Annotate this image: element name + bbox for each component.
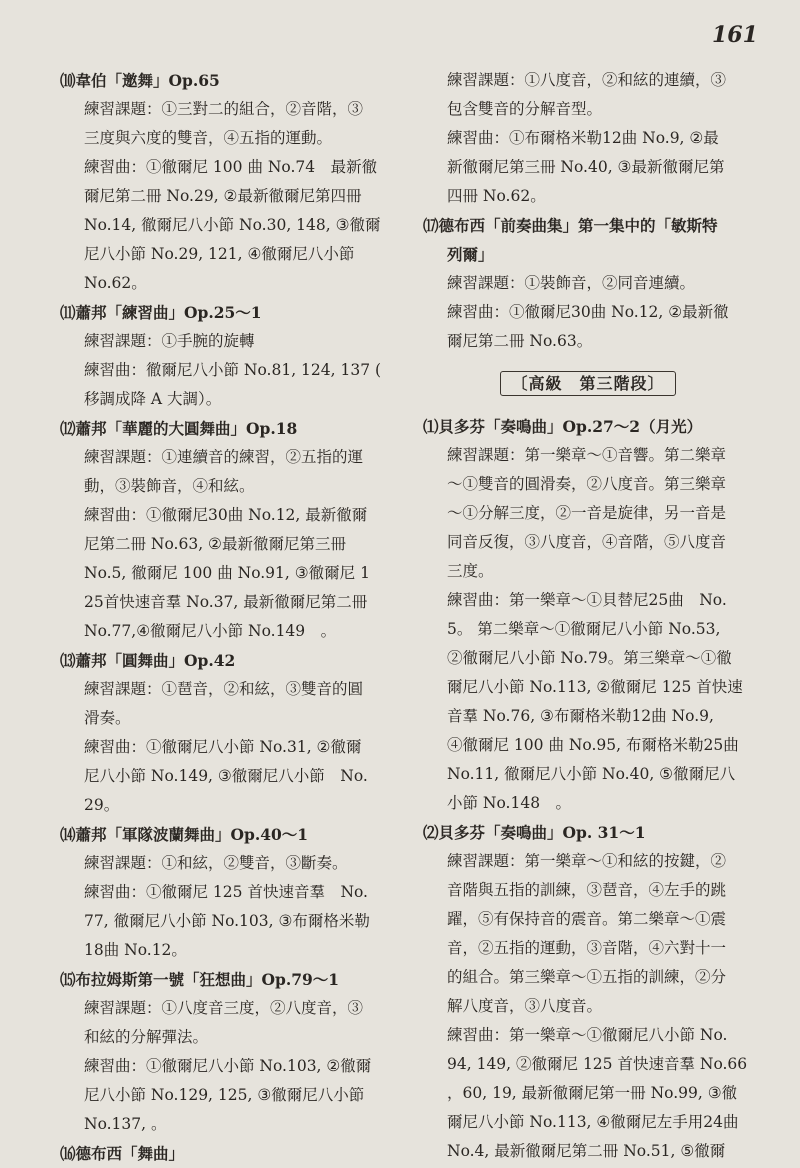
text-line: 練習課題：①和絃，②雙音，③斷奏。 (84, 854, 348, 872)
text-line: 練習曲：①徹爾尼 100 曲 No.74 最新徹 (84, 158, 378, 176)
right-top-entries (423, 66, 753, 356)
text-line: ～①雙音的圓滑奏，②八度音。第三樂章 (447, 475, 727, 493)
section-heading (423, 356, 753, 412)
piece-entry (423, 818, 753, 1166)
text-line: 練習曲：①徹爾尼30曲 No.12, 最新徹爾 (84, 506, 368, 524)
text-line: No.137, 。 (84, 1115, 167, 1133)
text-line: 77, 徹爾尼八小節 No.103, ③布爾格米勒 (84, 912, 370, 930)
text-line: 練習課題：①三對二的組合，②音階，③ (84, 100, 364, 118)
text-line: 音階與五指的訓練，③琶音，④左手的跳 (447, 881, 727, 899)
piece-entry (60, 820, 395, 965)
text-line: ～①分解三度，②一音是旋律，另一音是 (447, 504, 727, 522)
text-line: 練習曲：①徹爾尼30曲 No.12, ②最新徹 (447, 303, 729, 321)
text-line: 尼八小節 No.149, ③徹爾尼八小節 No. (84, 767, 368, 785)
text-line: 爾尼八小節 No.113, ④徹爾尼左手用24曲 (447, 1113, 739, 1131)
text-line: 25首快速音羣 No.37, 最新徹爾尼第二冊 (84, 593, 368, 611)
piece-entry (423, 412, 753, 818)
text-line: 爾尼第二冊 No.63。 (447, 332, 593, 350)
text-line: 同音反復，③八度音，④音階，⑤八度音 (447, 533, 727, 551)
right-column (423, 66, 753, 1166)
piece-heading-continued: 列爾」 (447, 245, 494, 264)
text-line: 動，③裝飾音，④和絃。 (84, 477, 255, 495)
text-line: 四冊 No.62。 (447, 187, 546, 205)
text-line: 爾尼八小節 No.113, ②徹爾尼 125 首快速 (447, 678, 743, 696)
text-line: ，60, 19, 最新徹爾尼第一冊 No.99, ③徹 (447, 1084, 738, 1102)
text-line: 94, 149, ②徹爾尼 125 首快速音羣 No.66 (447, 1055, 748, 1073)
text-line: 練習課題：①連續音的練習，②五指的運 (84, 448, 364, 466)
text-line: 練習課題：第一樂章～①和絃的按鍵，② (447, 852, 727, 870)
text-line: 練習曲：①徹爾尼 125 首快速音羣 No. (84, 883, 368, 901)
piece-entry (60, 965, 395, 1139)
text-line: 爾尼第二冊 No.29, ②最新徹爾尼第四冊 (84, 187, 362, 205)
piece-heading: ⑴貝多芬「奏鳴曲」Op.27～2（月光） (423, 417, 703, 436)
text-line: 包含雙音的分解音型。 (447, 100, 603, 118)
text-line: 三度。 (447, 562, 494, 580)
text-line: 移調成降 A 大調）。 (84, 390, 222, 408)
piece-entry (60, 298, 395, 414)
text-line: 和絃的分解彈法。 (84, 1028, 209, 1046)
piece-heading: ⒄德布西「前奏曲集」第一集中的「敏斯特 (423, 216, 718, 235)
text-line: No.4, 最新徹爾尼第二冊 No.51, ⑤徹爾 (447, 1142, 726, 1160)
text-line: 18曲 No.12。 (84, 941, 187, 959)
page-number: 161 (712, 22, 758, 48)
text-line: 音羣 No.76, ③布爾格米勒12曲 No.9, (447, 707, 714, 725)
text-line: 尼八小節 No.29, 121, ④徹爾尼八小節 (84, 245, 355, 263)
text-line: 音，②五指的運動，③音階，④六對十一 (447, 939, 727, 957)
text-line: 29。 (84, 796, 120, 814)
text-line: 練習曲：①徹爾尼八小節 No.103, ②徹爾 (84, 1057, 372, 1075)
piece-entry (60, 66, 395, 298)
text-line: 練習曲：①布爾格米勒12曲 No.9, ②最 (447, 129, 719, 147)
text-line: 的組合。第三樂章～①五指的訓練，②分 (447, 968, 727, 986)
section-heading-label: 〔高級 第三階段〕 (500, 371, 675, 396)
text-line: No.14, 徹爾尼八小節 No.30, 148, ③徹爾 (84, 216, 381, 234)
piece-heading: ⑵貝多芬「奏鳴曲」Op. 31～1 (423, 823, 646, 842)
text-line: 練習課題：第一樂章～①音響。第二樂章 (447, 446, 727, 464)
text-line: 小節 No.148 。 (447, 794, 572, 812)
text-line: No.11, 徹爾尼八小節 No.40, ⑤徹爾尼八 (447, 765, 736, 783)
piece-entry (423, 211, 753, 356)
text-line: 新徹爾尼第三冊 No.40, ③最新徹爾尼第 (447, 158, 725, 176)
text-line: No.5, 徹爾尼 100 曲 No.91, ③徹爾尼 1 (84, 564, 370, 582)
piece-heading: ⒀蕭邦「圓舞曲」Op.42 (60, 651, 236, 670)
piece-heading: ⑽韋伯「邀舞」Op.65 (60, 71, 220, 90)
text-line: 練習課題：①手腕的旋轉 (84, 332, 255, 350)
text-line: No.62。 (84, 274, 147, 292)
text-line: 躍，⑤有保持音的震音。第二樂章～①震 (447, 910, 727, 928)
piece-entry (60, 414, 395, 646)
text-line: 練習課題：①八度音，②和絃的連續，③ (447, 71, 727, 89)
text-line: 滑奏。 (84, 709, 131, 727)
piece-heading: ⑿蕭邦「華麗的大圓舞曲」Op.18 (60, 419, 298, 438)
text-line: 5。 第二樂章～①徹爾尼八小節 No.53, (447, 620, 721, 638)
left-column (60, 66, 395, 1168)
right-bottom-entries (423, 412, 753, 1166)
text-line: ④徹爾尼 100 曲 No.95, 布爾格米勒25曲 (447, 736, 739, 754)
text-line: 尼八小節 No.129, 125, ③徹爾尼八小節 (84, 1086, 365, 1104)
text-line: No.77,④徹爾尼八小節 No.149 。 (84, 622, 337, 640)
text-line: 練習曲：第一樂章～①徹爾尼八小節 No. (447, 1026, 728, 1044)
piece-entry (60, 1139, 395, 1168)
text-line: 練習課題：①八度音三度，②八度音，③ (84, 999, 364, 1017)
text-line: 練習曲：①徹爾尼八小節 No.31, ②徹爾 (84, 738, 362, 756)
text-line: 解八度音，③八度音。 (447, 997, 603, 1015)
text-line: 三度與六度的雙音，④五指的運動。 (84, 129, 333, 147)
text-line: 練習曲：徹爾尼八小節 No.81, 124, 137 ( (84, 361, 382, 379)
text-line: ②徹爾尼八小節 No.79。第三樂章～①徹 (447, 649, 732, 667)
piece-entry (423, 66, 753, 211)
piece-entry (60, 646, 395, 820)
piece-heading: ⒃德布西「舞曲」 (60, 1144, 185, 1163)
text-line: 練習曲：第一樂章～①貝替尼25曲 No. (447, 591, 727, 609)
text-line: 尼第二冊 No.63, ②最新徹爾尼第三冊 (84, 535, 346, 553)
piece-heading: ⑾蕭邦「練習曲」Op.25～1 (60, 303, 262, 322)
piece-heading: ⒂布拉姆斯第一號「狂想曲」Op.79～1 (60, 970, 340, 989)
piece-heading: ⒁蕭邦「軍隊波蘭舞曲」Op.40～1 (60, 825, 309, 844)
text-line: 練習課題：①裝飾音，②同音連續。 (447, 274, 696, 292)
text-line: 練習課題：①琶音，②和絃，③雙音的圓 (84, 680, 364, 698)
